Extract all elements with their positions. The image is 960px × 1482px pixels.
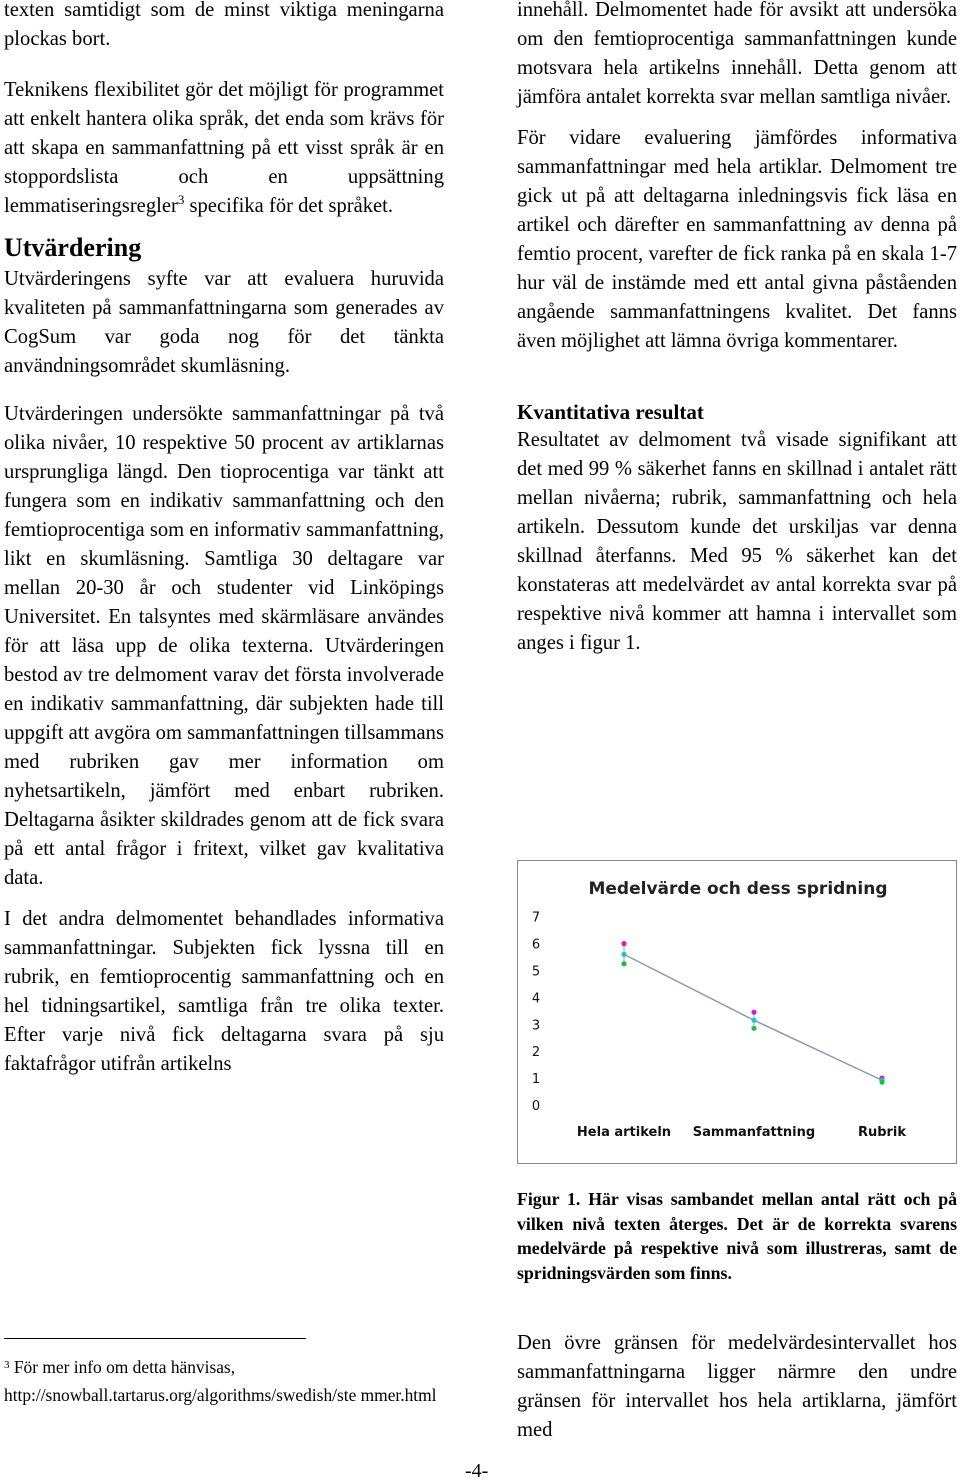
y-tick-label: 6 <box>531 937 541 953</box>
trend-line-segment <box>624 954 754 1020</box>
paragraph-second-part: I det andra delmomentet behandlades informativa sammanfattningar. Subjekten fick lyssna till en rubrik, en femtioprocentig sammanfattning och en hel tidningsartikel, samtliga från tre olika texter. Efter varje nivå fick deltagarna svara på sju faktafrågor utifrån artikelns <box>4 908 444 1075</box>
paragraph-flexibility-end: specifika för det språket. <box>184 195 394 217</box>
section-heading-evaluation: Utvärdering <box>4 233 142 262</box>
paragraph-flexibility <box>4 76 444 221</box>
paragraph-top: texten samtidigt som de minst viktiga meningarna plockas bort. <box>4 0 444 50</box>
data-point-lower <box>751 1026 756 1031</box>
y-tick-label: 2 <box>531 1045 541 1061</box>
data-point-upper <box>621 941 626 946</box>
paragraph-method: Utvärderingen undersökte sammanfattningar på två olika nivåer, 10 respektive 50 procent av artiklarnas ursprungliga längd. Den tioprocentiga var tänkt att fungera som en indikativ sammanfattning och den femtioprocentiga som en informativ sammanfattning, likt en skumläsning. Samtliga 30 deltagare var mellan 20-30 år och studenter vid Linköpings Universitet. En talsyntes med skärmläsare användes för att läsa upp de olika texterna. Utvärderingen bestod av tre delmoment varav det första involverade en indikativ sammanfattning, där subjekten hade till uppgift att avgöra om sammanfattningen tillsammans med rubriken gav mer information om nyhetsartikeln, jämfört med enbart rubriken. Deltagarna åsikter skildrades genom att de fick svara på ett antal frågor i fritext, vilket gav kvalitativa data. <box>4 403 444 889</box>
trend-line-segment <box>754 1020 882 1080</box>
y-tick-label: 7 <box>531 910 541 926</box>
footnote-separator <box>4 1338 306 1339</box>
footnote-text: För mer info om detta hänvisas, http://snowball.tartarus.org/algorithms/swedish/ste mmer.html <box>4 1357 437 1405</box>
data-point-mean <box>751 1018 756 1023</box>
data-point-mean <box>621 952 626 957</box>
left-column <box>4 0 444 1079</box>
y-tick-label: 3 <box>531 1018 541 1034</box>
paragraph-continued: innehåll. Delmomentet hade för avsikt att undersöka om den femtioprocentiga sammanfattningen kunde motsvara hela artikelns innehåll. Detta genom att jämföra antalet korrekta svar mellan samtliga nivåer. <box>517 0 957 108</box>
y-tick-label: 1 <box>531 1072 541 1088</box>
footnote <box>4 1352 444 1409</box>
page-number: -4- <box>465 1460 489 1482</box>
chart-title: Medelvärde och dess spridning <box>588 879 888 899</box>
data-point-upper <box>751 1010 756 1015</box>
right-column <box>517 0 957 658</box>
paragraph-further-evaluation: För vidare evaluering jämfördes informativa sammanfattningar med hela artiklar. Delmoment tre gick ut på att deltagarna inledningsvis fick läsa en artikel och därefter en sammanfattning av denna på femtio procent, varefter de fick ranka på en skala 1-7 hur väl de instämde med ett antal givna påståenden angående sammanfattningens kvalitet. Det fanns även möjlighet att lämna övriga kommentarer. <box>517 127 957 352</box>
x-tick-label: Rubrik <box>857 1125 907 1140</box>
final-paragraph-block <box>517 1329 957 1445</box>
figure-caption-block <box>517 1187 957 1285</box>
x-tick-label: Hela artikeln <box>576 1125 672 1140</box>
y-tick-label: 0 <box>531 1099 541 1114</box>
data-point-lower <box>621 961 626 966</box>
paragraph-results: Resultatet av delmoment två visade signifikant att det med 99 % säkerhet fanns en skillnad i antalet rätt mellan nivåerna; rubrik, sammanfattning och hela artikeln. Dessutom kunde det urskiljas var denna skillnad återfanns. Med 95 % säkerhet kan det konstateras att medelvärdet av antal korrekta svar på respektive nivå kommer att hamna i intervallet som anges i figur 1. <box>517 429 957 654</box>
footnote-number: 3 <box>4 1359 10 1371</box>
figure-caption: Figur 1. Här visas sambandet mellan antal rätt och på vilken nivå texten återges. Det är de korrekta svarens medelvärde på respektive nivå som illustreras, samt de spridningsvärden som finns. <box>517 1189 957 1283</box>
data-point-lower <box>879 1080 884 1085</box>
y-tick-label: 4 <box>531 991 541 1007</box>
y-tick-label: 5 <box>531 964 541 980</box>
figure-chart <box>517 860 957 1164</box>
x-tick-label: Sammanfattning <box>692 1125 816 1140</box>
chart-svg <box>518 861 958 1165</box>
section-heading-results: Kvantitativa resultat <box>517 400 704 424</box>
paragraph-flexibility-text: Teknikens flexibilitet gör det möjligt för programmet att enkelt hantera olika språk, det enda som krävs för att skapa en sammanfattning på ett visst språk är en stoppordslista och en uppsättning lemmatiseringsregler <box>4 79 444 217</box>
paragraph-purpose: Utvärderingens syfte var att evaluera huruvida kvaliteten på sammanfattningarna som generades av CogSum var goda nog för det tänkta användningsområdet skumläsning. <box>4 268 444 377</box>
footnote-reference: 3 <box>177 192 185 208</box>
paragraph-final: Den övre gränsen för medelvärdesintervallet hos sammanfattningarna ligger närmre den undre gränsen för intervallet hos hela artiklarna, jämfört med <box>517 1332 957 1441</box>
